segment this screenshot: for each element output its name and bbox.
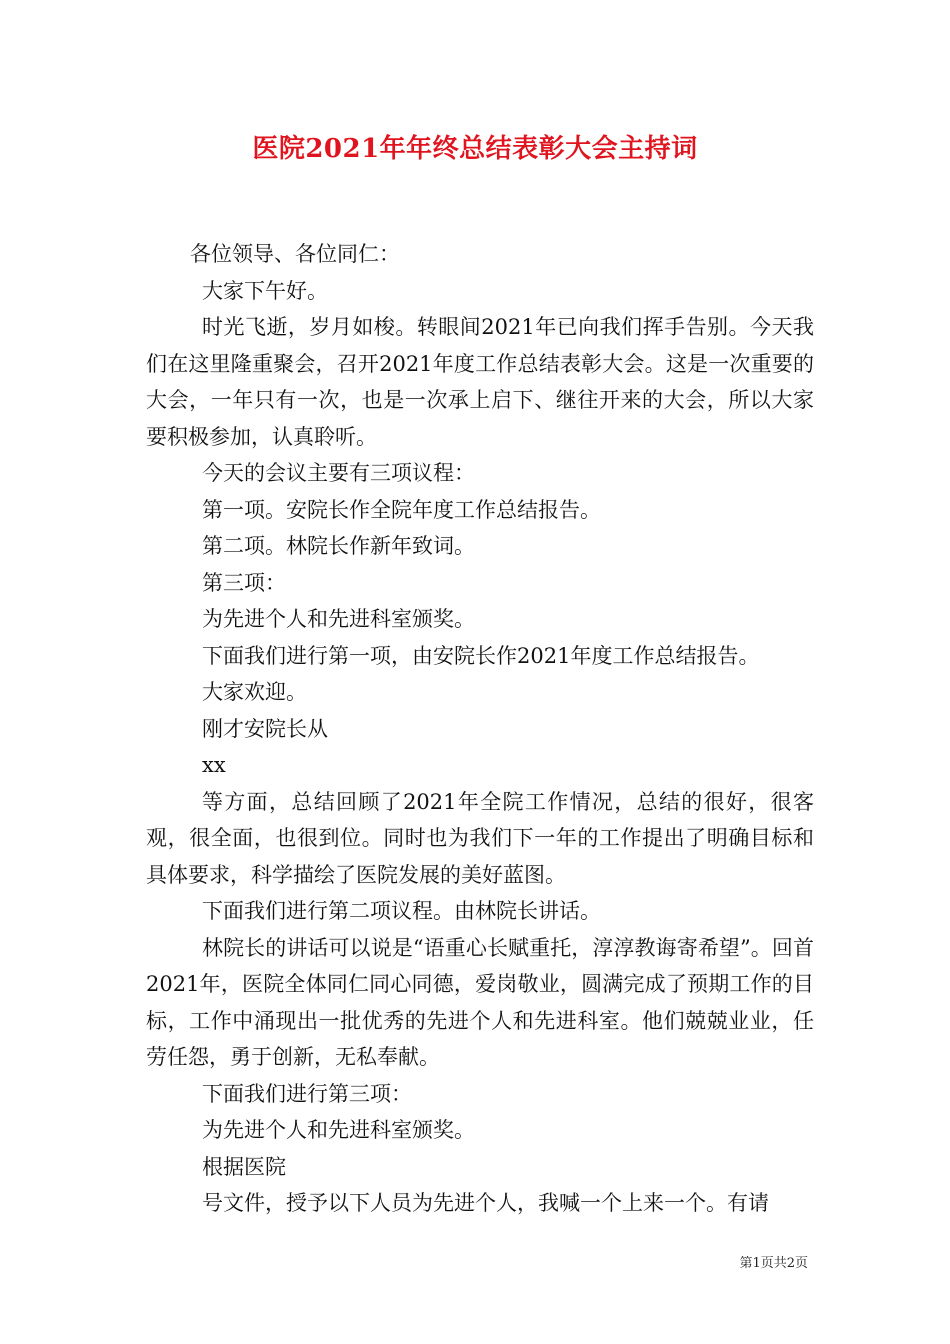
paragraph: 大家欢迎。: [202, 680, 307, 704]
paragraph: 第二项。林院长作新年致词。: [202, 534, 475, 558]
paragraph: 大家下午好。: [202, 278, 328, 303]
paragraph: 下面我们进行第二项议程。由林院长讲话。: [202, 899, 601, 923]
paragraph: 下面我们进行第三项：: [202, 1081, 412, 1106]
paragraph: 为先进个人和先进科室颁奖。: [202, 1118, 475, 1142]
document-body: [146, 236, 814, 1222]
paragraph: 等方面，总结回顾了2021年全院工作情况，总结的很好，很客观，很全面，也很到位。同时也为我们下一年的工作提出了明确目标和具体要求，科学描绘了医院发展的美好蓝图。: [146, 789, 814, 887]
paragraph: 今天的会议主要有三项议程：: [202, 461, 475, 485]
paragraph: 林院长的讲话可以说是“语重心长赋重托，淳淳教诲寄希望”。回首2021年，医院全体同仁同心同德，爱岗敬业，圆满完成了预期工作的目标，工作中涌现出一批优秀的先进个人和先进科室。他们兢兢业业，任劳任怨，勇于创新，无私奉献。: [146, 935, 814, 1069]
paragraph: 第一项。安院长作全院年度工作总结报告。: [202, 497, 601, 522]
paragraph-greeting: 各位领导、各位同仁：: [190, 242, 400, 266]
paragraph: 根据医院: [202, 1154, 286, 1179]
paragraph: 第三项：: [202, 570, 286, 595]
document-title: 医院2021年年终总结表彰大会主持词: [252, 134, 698, 164]
paragraph: 号文件，授予以下人员为先进个人，我喊一个上来一个。有请: [202, 1191, 769, 1215]
paragraph: 为先进个人和先进科室颁奖。: [202, 607, 475, 631]
page-number: 第1页共2页: [739, 1256, 808, 1271]
paragraph: 时光飞逝，岁月如梭。转眼间2021年已向我们挥手告别。今天我们在这里隆重聚会，召开2021年度工作总结表彰大会。这是一次重要的大会，一年只有一次，也是一次承上启下、继往开来的大会，所以大家要积极参加，认真聆听。: [146, 315, 814, 449]
paragraph: 刚才安院长从: [202, 716, 328, 741]
paragraph: xx: [202, 753, 226, 777]
paragraph: 下面我们进行第一项，由安院长作2021年度工作总结报告。: [202, 643, 760, 668]
